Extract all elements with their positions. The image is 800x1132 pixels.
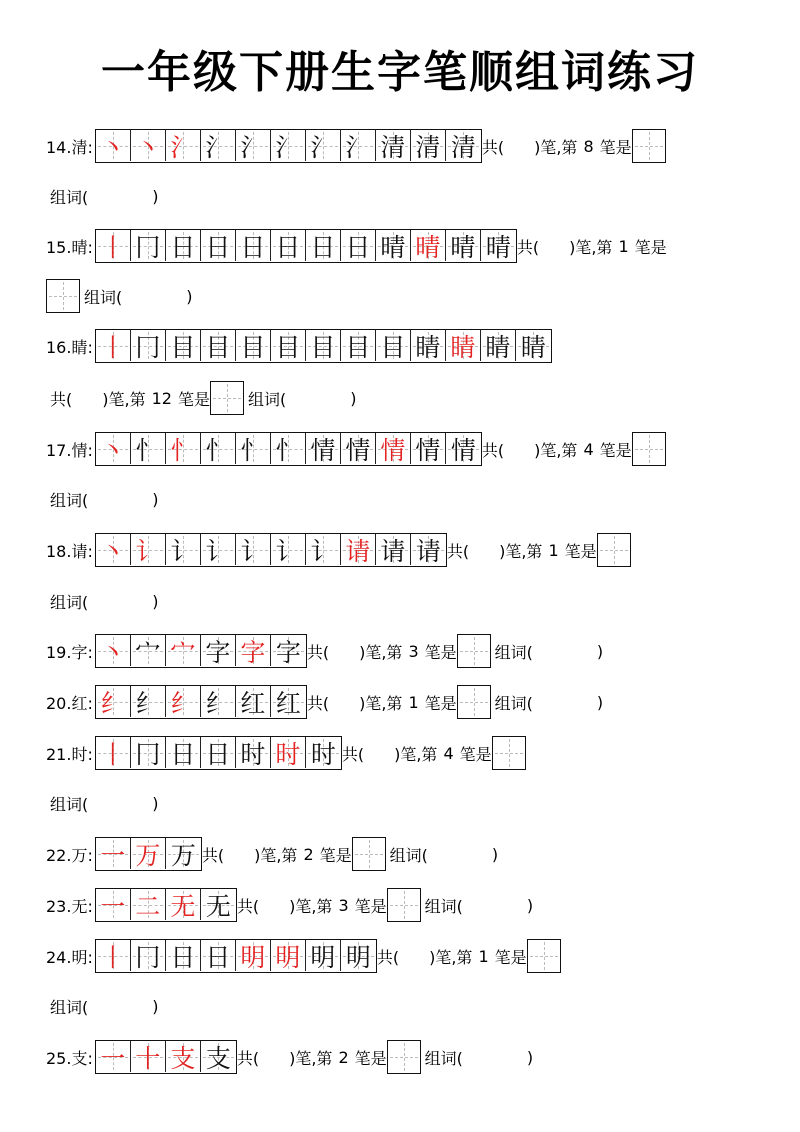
- words-open: 组词(: [50, 490, 89, 510]
- stroke-cell: 日: [201, 737, 236, 768]
- stroke-cell: 宀: [166, 635, 201, 666]
- stroke-number: 1: [478, 946, 489, 966]
- stroke-cell: 万: [131, 838, 166, 869]
- stroke-cell: 丶: [96, 534, 131, 565]
- total-strokes-open: 共(: [306, 693, 330, 713]
- stroke-cell: 请: [341, 534, 376, 565]
- total-strokes-close: )笔,第: [254, 845, 298, 865]
- stroke-cell: 清: [446, 130, 481, 161]
- total-strokes-close: )笔,第: [499, 541, 543, 561]
- words-close: ): [152, 489, 159, 509]
- item-number: 21.时:: [46, 744, 93, 764]
- words-row: [50, 178, 159, 214]
- stroke-cell: 晴: [376, 230, 411, 261]
- total-strokes-open: 共(: [376, 947, 400, 967]
- stroke-cell: 时: [271, 737, 306, 768]
- stroke-cell: 纟: [131, 686, 166, 717]
- stroke-cell: 情: [411, 433, 446, 464]
- words-close: ): [596, 692, 604, 712]
- item-row: [46, 532, 631, 568]
- answer-box[interactable]: [457, 685, 491, 719]
- total-strokes-close: )笔,第: [289, 896, 333, 916]
- stroke-cell: 冂: [131, 330, 166, 361]
- stroke-cell: 无: [166, 889, 201, 920]
- stroke-grid: [95, 685, 307, 719]
- words-open: 组词(: [389, 845, 428, 865]
- stroke-grid: [95, 736, 342, 770]
- stroke-cell: 讠: [131, 534, 166, 565]
- stroke-cell: 丨: [96, 737, 131, 768]
- words-open: 组词(: [247, 389, 287, 409]
- total-strokes-close: )笔,第: [429, 947, 473, 967]
- item-row: [46, 938, 561, 974]
- stroke-cell: 时: [306, 737, 341, 768]
- words-close: ): [152, 996, 159, 1016]
- item-row: [46, 735, 526, 771]
- stroke-cell: 支: [201, 1041, 236, 1072]
- page-title: 一年级下册生字笔顺组词练习: [101, 47, 699, 98]
- item-number: 18.请:: [46, 541, 93, 561]
- stroke-cell: 十: [131, 1041, 166, 1072]
- stroke-cell: 日: [341, 230, 376, 261]
- stroke-cell: 讠: [306, 534, 341, 565]
- stroke-number: 2: [303, 844, 314, 864]
- stroke-cell: 红: [236, 686, 271, 717]
- total-strokes-close: )笔,第: [534, 137, 578, 157]
- stroke-cell: 情: [376, 433, 411, 464]
- answer-box[interactable]: [632, 129, 666, 163]
- stroke-number: 12: [151, 388, 172, 408]
- total-strokes-open: 共(: [201, 845, 225, 865]
- stroke-number: 1: [408, 692, 419, 712]
- stroke-cell: 丶: [96, 635, 131, 666]
- stroke-cell: 明: [236, 940, 271, 971]
- stroke-cell: 氵: [341, 130, 376, 161]
- stroke-cell: 字: [271, 635, 306, 666]
- stroke-cell: 万: [166, 838, 201, 869]
- item-number: 23.无:: [46, 896, 93, 916]
- answer-box[interactable]: [632, 432, 666, 466]
- stroke-cell: 睛: [516, 330, 551, 361]
- words-row: [50, 988, 159, 1024]
- stroke-cell: 请: [376, 534, 411, 565]
- total-strokes-open: 共(: [236, 1048, 260, 1068]
- stroke-cell: 清: [411, 130, 446, 161]
- stroke-cell: 讠: [166, 534, 201, 565]
- words-close: ): [491, 844, 499, 864]
- stroke-cell: 目: [166, 330, 201, 361]
- stroke-cell: 氵: [166, 130, 201, 161]
- words-open: 组词(: [494, 693, 533, 713]
- stroke-number: 1: [548, 540, 559, 560]
- words-close: ): [526, 895, 534, 915]
- total-strokes-close: )笔,第: [394, 744, 438, 764]
- stroke-cell: 请: [411, 534, 446, 565]
- stroke-cell: 日: [271, 230, 306, 261]
- stroke-cell: 红: [271, 686, 306, 717]
- stroke-suffix: 笔是: [564, 541, 597, 561]
- stroke-cell: 目: [271, 330, 306, 361]
- total-strokes-open: 共(: [236, 896, 260, 916]
- answer-box[interactable]: [457, 634, 491, 668]
- item-row: [46, 128, 666, 164]
- words-open: 组词(: [494, 642, 533, 662]
- item-number: 16.睛:: [46, 337, 93, 357]
- stroke-cell: 日: [201, 230, 236, 261]
- stroke-cell: 字: [201, 635, 236, 666]
- stroke-cell: 日: [166, 940, 201, 971]
- item-number: 20.红:: [46, 693, 93, 713]
- stroke-cell: 睛: [446, 330, 481, 361]
- stroke-cell: 丶: [131, 130, 166, 161]
- stroke-cell: 日: [166, 230, 201, 261]
- stroke-suffix: 笔是: [354, 896, 387, 916]
- words-close: ): [596, 641, 604, 661]
- stroke-suffix: 笔是: [494, 947, 527, 967]
- stroke-cell: 讠: [201, 534, 236, 565]
- stroke-cell: 晴: [411, 230, 446, 261]
- item-number: 22.万:: [46, 845, 93, 865]
- stroke-suffix: 笔是: [599, 440, 632, 460]
- stroke-cell: 丨: [96, 940, 131, 971]
- stroke-cell: 纟: [96, 686, 131, 717]
- stroke-cell: 日: [306, 230, 341, 261]
- stroke-cell: 明: [341, 940, 376, 971]
- words-close: ): [152, 591, 159, 611]
- stroke-cell: 目: [236, 330, 271, 361]
- words-close: ): [186, 286, 193, 306]
- total-strokes-close: )笔,第: [102, 389, 146, 409]
- total-strokes-open: 共(: [481, 440, 505, 460]
- stroke-cell: 晴: [446, 230, 481, 261]
- item-row: [46, 1039, 533, 1075]
- stroke-suffix: 笔是: [459, 744, 492, 764]
- stroke-cell: 忄: [166, 433, 201, 464]
- stroke-cell: 情: [306, 433, 341, 464]
- stroke-number: 4: [583, 439, 594, 459]
- words-close: ): [526, 1047, 534, 1067]
- stroke-cell: 氵: [306, 130, 341, 161]
- words-open: 组词(: [424, 1048, 463, 1068]
- total-strokes-close: )笔,第: [534, 440, 578, 460]
- stroke-grid: [95, 939, 377, 973]
- item-number: 19.字:: [46, 642, 93, 662]
- stroke-cell: 明: [306, 940, 341, 971]
- item-row: [46, 431, 666, 467]
- stroke-grid: [95, 888, 237, 922]
- words-open: 组词(: [50, 187, 89, 207]
- stroke-cell: 清: [376, 130, 411, 161]
- answer-box[interactable]: [46, 279, 80, 313]
- stroke-number: 1: [618, 236, 629, 256]
- stroke-cell: 睛: [481, 330, 516, 361]
- stroke-cell: 丶: [96, 130, 131, 161]
- item-row: [46, 328, 552, 364]
- words-close: ): [350, 388, 357, 408]
- stroke-cell: 丨: [96, 230, 131, 261]
- stroke-cell: 日: [166, 737, 201, 768]
- stroke-cell: 冂: [131, 230, 166, 261]
- total-strokes-close: )笔,第: [289, 1048, 333, 1068]
- words-close: ): [152, 186, 159, 206]
- stroke-grid: [95, 634, 307, 668]
- stroke-suffix: 笔是: [634, 237, 667, 257]
- item-number: 25.支:: [46, 1048, 93, 1068]
- words-open: 组词(: [424, 896, 463, 916]
- answer-box[interactable]: [597, 533, 631, 567]
- stroke-cell: 情: [341, 433, 376, 464]
- words-open: 组词(: [84, 287, 123, 307]
- stroke-cell: 时: [236, 737, 271, 768]
- total-strokes-open: 共(: [481, 137, 505, 157]
- total-strokes-close: )笔,第: [569, 237, 613, 257]
- item-row: [46, 633, 603, 669]
- stroke-cell: 冂: [131, 737, 166, 768]
- stroke-cell: 二: [131, 889, 166, 920]
- total-strokes-close: )笔,第: [359, 693, 403, 713]
- stroke-grid: [95, 129, 482, 163]
- words-row: [50, 481, 159, 517]
- stroke-suffix: 笔是: [354, 1048, 387, 1068]
- stroke-cell: 忄: [131, 433, 166, 464]
- stroke-cell: 晴: [481, 230, 516, 261]
- item-row: [46, 836, 498, 872]
- total-strokes-open: 共(: [446, 541, 470, 561]
- total-strokes-open: 共(: [341, 744, 365, 764]
- answer-box[interactable]: [492, 736, 526, 770]
- stroke-cell: 忄: [271, 433, 306, 464]
- stroke-cell: 宀: [131, 635, 166, 666]
- stroke-cell: 一: [96, 889, 131, 920]
- stroke-cell: 纟: [201, 686, 236, 717]
- item-number: 17.情:: [46, 440, 93, 460]
- total-strokes-open: 共(: [50, 389, 73, 409]
- stroke-suffix: 笔是: [424, 693, 457, 713]
- total-strokes-open: 共(: [516, 237, 540, 257]
- stroke-grid: [95, 533, 447, 567]
- stroke-cell: 无: [201, 889, 236, 920]
- answer-box[interactable]: [352, 837, 386, 871]
- stroke-grid: [95, 329, 552, 363]
- stroke-number: 8: [583, 136, 594, 156]
- stroke-number: 2: [338, 1047, 349, 1067]
- answer-box[interactable]: [527, 939, 561, 973]
- stroke-cell: 讠: [236, 534, 271, 565]
- stroke-suffix: 笔是: [424, 642, 457, 662]
- answer-box[interactable]: [210, 381, 244, 415]
- stroke-cell: 忄: [201, 433, 236, 464]
- item-number: 15.晴:: [46, 237, 93, 257]
- stroke-cell: 一: [96, 1041, 131, 1072]
- stroke-number: 3: [408, 641, 419, 661]
- total-strokes-open: 共(: [306, 642, 330, 662]
- stroke-cell: 丨: [96, 330, 131, 361]
- stroke-cell: 氵: [236, 130, 271, 161]
- total-strokes-close: )笔,第: [359, 642, 403, 662]
- words-row: [50, 380, 356, 416]
- item-row: [46, 887, 533, 923]
- stroke-cell: 目: [341, 330, 376, 361]
- stroke-suffix: 笔是: [319, 845, 352, 865]
- item-number: 24.明:: [46, 947, 93, 967]
- stroke-cell: 丶: [96, 433, 131, 464]
- stroke-cell: 氵: [271, 130, 306, 161]
- stroke-suffix: 笔是: [177, 389, 210, 409]
- words-open: 组词(: [50, 592, 89, 612]
- stroke-cell: 支: [166, 1041, 201, 1072]
- stroke-cell: 明: [271, 940, 306, 971]
- stroke-suffix: 笔是: [599, 137, 632, 157]
- words-open: 组词(: [50, 997, 89, 1017]
- stroke-cell: 日: [236, 230, 271, 261]
- stroke-cell: 冂: [131, 940, 166, 971]
- words-row: [50, 785, 159, 821]
- stroke-cell: 氵: [201, 130, 236, 161]
- stroke-cell: 字: [236, 635, 271, 666]
- stroke-cell: 日: [201, 940, 236, 971]
- answer-box[interactable]: [387, 888, 421, 922]
- stroke-grid: [95, 229, 517, 263]
- stroke-cell: 忄: [236, 433, 271, 464]
- stroke-cell: 目: [201, 330, 236, 361]
- stroke-cell: 纟: [166, 686, 201, 717]
- words-row: [46, 278, 193, 314]
- item-row: [46, 684, 603, 720]
- item-row: [46, 228, 667, 264]
- answer-box[interactable]: [387, 1040, 421, 1074]
- words-open: 组词(: [50, 794, 89, 814]
- stroke-cell: 讠: [271, 534, 306, 565]
- stroke-cell: 情: [446, 433, 481, 464]
- stroke-grid: [95, 837, 202, 871]
- stroke-number: 3: [338, 895, 349, 915]
- stroke-grid: [95, 432, 482, 466]
- stroke-cell: 睛: [411, 330, 446, 361]
- stroke-grid: [95, 1040, 237, 1074]
- words-close: ): [152, 793, 159, 813]
- stroke-number: 4: [443, 743, 454, 763]
- item-number: 14.清:: [46, 137, 93, 157]
- words-row: [50, 583, 159, 619]
- stroke-cell: 目: [306, 330, 341, 361]
- stroke-cell: 目: [376, 330, 411, 361]
- stroke-cell: 一: [96, 838, 131, 869]
